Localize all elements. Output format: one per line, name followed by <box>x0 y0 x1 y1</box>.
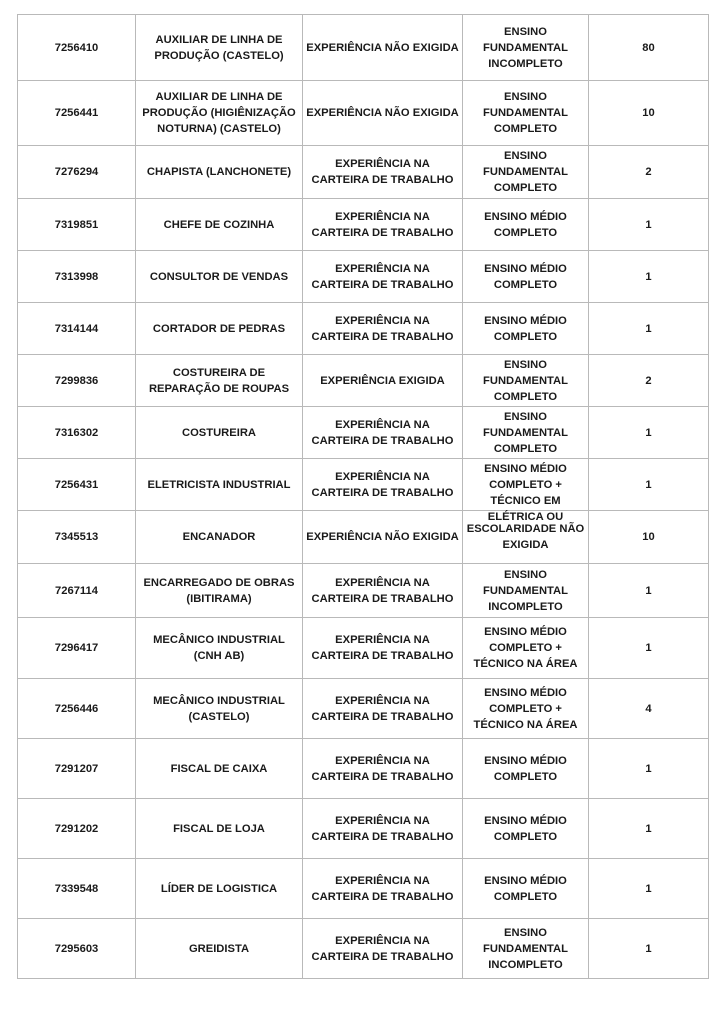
openings-count: 4 <box>645 702 652 715</box>
job-title: ELETRICISTA INDUSTRIAL <box>147 478 291 491</box>
education-requirement: ENSINO MÉDIO COMPLETO + TÉCNICO NA ÁREA <box>473 626 578 670</box>
openings-count: 10 <box>642 531 655 543</box>
openings-cell <box>589 564 709 618</box>
experience-cell <box>303 407 463 459</box>
education-cell <box>463 618 589 679</box>
job-code: 7314144 <box>54 322 99 335</box>
table-row <box>18 618 709 679</box>
education-cell <box>463 146 589 199</box>
openings-cell <box>589 15 709 81</box>
openings-count: 1 <box>645 584 652 597</box>
job-title-cell <box>136 919 303 979</box>
job-listings-table <box>17 14 709 979</box>
job-title-cell <box>136 459 303 511</box>
experience-requirement: EXPERIÊNCIA NA CARTEIRA DE TRABALHO <box>311 934 454 963</box>
job-code: 7256431 <box>54 478 99 491</box>
education-requirement: ENSINO FUNDAMENTAL COMPLETO <box>483 150 568 194</box>
openings-count: 1 <box>645 942 652 955</box>
job-code: 7339548 <box>54 882 99 895</box>
job-code-cell <box>18 15 136 81</box>
education-cell <box>463 919 589 979</box>
experience-cell <box>303 355 463 407</box>
job-title: CONSULTOR DE VENDAS <box>149 270 289 283</box>
experience-requirement: EXPERIÊNCIA NÃO EXIGIDA <box>306 41 459 54</box>
job-title-cell <box>136 303 303 355</box>
education-requirement: ENSINO FUNDAMENTAL COMPLETO <box>483 358 568 403</box>
experience-cell <box>303 859 463 919</box>
job-title-cell <box>136 81 303 146</box>
experience-cell <box>303 146 463 199</box>
experience-requirement: EXPERIÊNCIA EXIGIDA <box>320 374 445 387</box>
job-title-cell <box>136 859 303 919</box>
job-code-cell <box>18 303 136 355</box>
openings-cell <box>589 859 709 919</box>
job-title-cell <box>136 407 303 459</box>
education-requirement: ENSINO MÉDIO COMPLETO + TÉCNICO NA ÁREA <box>473 686 578 731</box>
openings-count: 1 <box>645 762 652 775</box>
table-row <box>18 251 709 303</box>
experience-cell <box>303 679 463 739</box>
job-title: FISCAL DE CAIXA <box>170 762 268 775</box>
education-requirement: ENSINO MÉDIO COMPLETO <box>484 262 567 291</box>
table-row <box>18 459 709 511</box>
experience-requirement: EXPERIÊNCIA NA CARTEIRA DE TRABALHO <box>311 314 454 343</box>
table-row <box>18 146 709 199</box>
job-title: CHEFE DE COZINHA <box>163 218 275 231</box>
job-title: MECÂNICO INDUSTRIAL (CASTELO) <box>153 694 285 723</box>
education-requirement: ENSINO MÉDIO COMPLETO <box>484 210 567 239</box>
job-code-cell <box>18 511 136 564</box>
education-requirement: ENSINO FUNDAMENTAL INCOMPLETO <box>483 568 568 613</box>
experience-cell <box>303 81 463 146</box>
experience-cell <box>303 459 463 511</box>
openings-cell <box>589 81 709 146</box>
table-row <box>18 407 709 459</box>
experience-requirement: EXPERIÊNCIA NA CARTEIRA DE TRABALHO <box>311 694 454 723</box>
job-title-cell <box>136 146 303 199</box>
job-code-cell <box>18 618 136 679</box>
job-listings-sheet <box>17 14 708 979</box>
job-code: 7291202 <box>54 822 99 835</box>
openings-cell <box>589 303 709 355</box>
table-row <box>18 355 709 407</box>
experience-requirement: EXPERIÊNCIA NA CARTEIRA DE TRABALHO <box>311 576 454 605</box>
openings-cell <box>589 618 709 679</box>
job-title-cell <box>136 618 303 679</box>
experience-cell <box>303 799 463 859</box>
job-code-cell <box>18 739 136 799</box>
openings-cell <box>589 739 709 799</box>
experience-cell <box>303 15 463 81</box>
education-cell <box>463 251 589 303</box>
openings-count: 10 <box>642 107 655 119</box>
job-title: LÍDER DE LOGISTICA <box>160 882 278 895</box>
experience-requirement: EXPERIÊNCIA NA CARTEIRA DE TRABALHO <box>311 754 454 783</box>
education-requirement: ENSINO FUNDAMENTAL COMPLETO <box>483 410 568 455</box>
job-title: COSTUREIRA <box>182 426 256 439</box>
job-title: AUXILIAR DE LINHA DE PRODUÇÃO (CASTELO) <box>154 33 284 62</box>
job-code: 7319851 <box>54 218 99 231</box>
education-cell <box>463 799 589 859</box>
table-row <box>18 799 709 859</box>
openings-cell <box>589 511 709 564</box>
openings-count: 1 <box>645 218 652 231</box>
education-requirement: ENSINO FUNDAMENTAL INCOMPLETO <box>483 926 568 971</box>
job-code: 7276294 <box>54 166 99 178</box>
education-requirement: ENSINO MÉDIO COMPLETO <box>484 754 567 783</box>
experience-requirement: EXPERIÊNCIA NÃO EXIGIDA <box>306 107 459 119</box>
job-title-cell <box>136 564 303 618</box>
table-row <box>18 859 709 919</box>
education-cell <box>463 303 589 355</box>
experience-cell <box>303 618 463 679</box>
openings-cell <box>589 799 709 859</box>
job-title: ENCARREGADO DE OBRAS (IBITIRAMA) <box>143 576 295 605</box>
table-row <box>18 919 709 979</box>
job-title: MECÂNICO INDUSTRIAL (CNH AB) <box>153 634 285 662</box>
experience-requirement: EXPERIÊNCIA NA CARTEIRA DE TRABALHO <box>311 210 454 239</box>
job-title: GREIDISTA <box>188 942 250 955</box>
job-title-cell <box>136 251 303 303</box>
table-row <box>18 679 709 739</box>
openings-count: 1 <box>645 426 652 439</box>
job-code: 7295603 <box>54 942 99 955</box>
experience-cell <box>303 199 463 251</box>
job-code-cell <box>18 355 136 407</box>
openings-count: 2 <box>645 166 652 178</box>
education-cell <box>463 679 589 739</box>
experience-cell <box>303 511 463 564</box>
job-title: AUXILIAR DE LINHA DE PRODUÇÃO (HIGIÊNIZAÇÃO NOTURNA) (CASTELO) <box>142 91 296 135</box>
education-cell <box>463 407 589 459</box>
job-code: 7313998 <box>54 270 99 283</box>
job-code-cell <box>18 459 136 511</box>
education-requirement: ENSINO FUNDAMENTAL COMPLETO <box>483 91 568 135</box>
job-code-cell <box>18 407 136 459</box>
openings-cell <box>589 199 709 251</box>
education-cell <box>463 15 589 81</box>
education-cell <box>463 81 589 146</box>
job-code-cell <box>18 679 136 739</box>
experience-cell <box>303 251 463 303</box>
education-requirement: ENSINO MÉDIO COMPLETO <box>484 874 567 903</box>
openings-cell <box>589 679 709 739</box>
experience-requirement: EXPERIÊNCIA NA CARTEIRA DE TRABALHO <box>311 158 454 186</box>
openings-count: 80 <box>642 41 655 54</box>
education-requirement: ENSINO MÉDIO COMPLETO <box>484 814 567 843</box>
job-title: ENCANADOR <box>182 531 256 543</box>
education-cell <box>463 459 589 523</box>
job-title: CHAPISTA (LANCHONETE) <box>146 166 292 178</box>
openings-count: 1 <box>645 882 652 895</box>
education-requirement: ENSINO FUNDAMENTAL INCOMPLETO <box>483 25 568 70</box>
job-code-cell <box>18 81 136 146</box>
table-row <box>18 564 709 618</box>
openings-count: 1 <box>645 478 652 491</box>
experience-cell <box>303 564 463 618</box>
openings-count: 2 <box>645 374 652 387</box>
job-title-cell <box>136 199 303 251</box>
job-code: 7316302 <box>54 426 99 439</box>
job-code-cell <box>18 199 136 251</box>
job-code: 7291207 <box>54 762 99 775</box>
experience-requirement: EXPERIÊNCIA NA CARTEIRA DE TRABALHO <box>311 814 454 843</box>
table-row <box>18 303 709 355</box>
experience-requirement: EXPERIÊNCIA NA CARTEIRA DE TRABALHO <box>311 418 454 447</box>
job-code-cell <box>18 859 136 919</box>
openings-cell <box>589 459 709 511</box>
education-cell <box>463 355 589 407</box>
job-title: COSTUREIRA DE REPARAÇÃO DE ROUPAS <box>148 366 290 395</box>
openings-cell <box>589 146 709 199</box>
experience-cell <box>303 919 463 979</box>
experience-requirement: EXPERIÊNCIA NA CARTEIRA DE TRABALHO <box>311 262 454 291</box>
table-row <box>18 81 709 146</box>
job-title-cell <box>136 739 303 799</box>
experience-requirement: EXPERIÊNCIA NA CARTEIRA DE TRABALHO <box>311 470 454 499</box>
experience-cell <box>303 739 463 799</box>
job-code: 7345513 <box>54 531 99 543</box>
job-code: 7296417 <box>54 642 99 654</box>
table-row <box>18 739 709 799</box>
table-row <box>18 199 709 251</box>
job-code: 7256441 <box>54 107 99 119</box>
job-code-cell <box>18 251 136 303</box>
education-requirement: ENSINO MÉDIO COMPLETO <box>484 314 567 343</box>
job-title-cell <box>136 679 303 739</box>
job-code: 7256446 <box>54 702 99 715</box>
education-cell <box>463 564 589 618</box>
job-title-cell <box>136 355 303 407</box>
openings-count: 1 <box>645 270 652 283</box>
openings-cell <box>589 407 709 459</box>
openings-cell <box>589 919 709 979</box>
job-code: 7256410 <box>54 41 99 54</box>
job-title-cell <box>136 15 303 81</box>
job-listings-body <box>18 15 709 979</box>
table-row <box>18 511 709 564</box>
education-cell <box>463 739 589 799</box>
experience-cell <box>303 303 463 355</box>
experience-requirement: EXPERIÊNCIA NA CARTEIRA DE TRABALHO <box>311 874 454 903</box>
education-cell <box>463 199 589 251</box>
openings-count: 1 <box>645 822 652 835</box>
experience-requirement: EXPERIÊNCIA NÃO EXIGIDA <box>306 531 459 543</box>
job-code: 7267114 <box>55 584 98 597</box>
education-requirement: ESCOLARIDADE NÃO EXIGIDA <box>466 523 585 551</box>
job-title: FISCAL DE LOJA <box>173 822 265 835</box>
openings-cell <box>589 251 709 303</box>
openings-count: 1 <box>645 322 652 335</box>
openings-count: 1 <box>645 642 652 654</box>
job-code: 7299836 <box>54 374 99 387</box>
job-code-cell <box>18 799 136 859</box>
table-row <box>18 15 709 81</box>
openings-cell <box>589 355 709 407</box>
experience-requirement: EXPERIÊNCIA NA CARTEIRA DE TRABALHO <box>311 634 454 662</box>
job-code-cell <box>18 919 136 979</box>
education-requirement: ENSINO MÉDIO COMPLETO + TÉCNICO EM ELÉTRICA OU <box>484 462 567 523</box>
job-code-cell <box>18 564 136 618</box>
job-title: CORTADOR DE PEDRAS <box>152 322 286 335</box>
job-title-cell <box>136 799 303 859</box>
education-cell <box>463 859 589 919</box>
job-title-cell <box>136 511 303 564</box>
job-code-cell <box>18 146 136 199</box>
